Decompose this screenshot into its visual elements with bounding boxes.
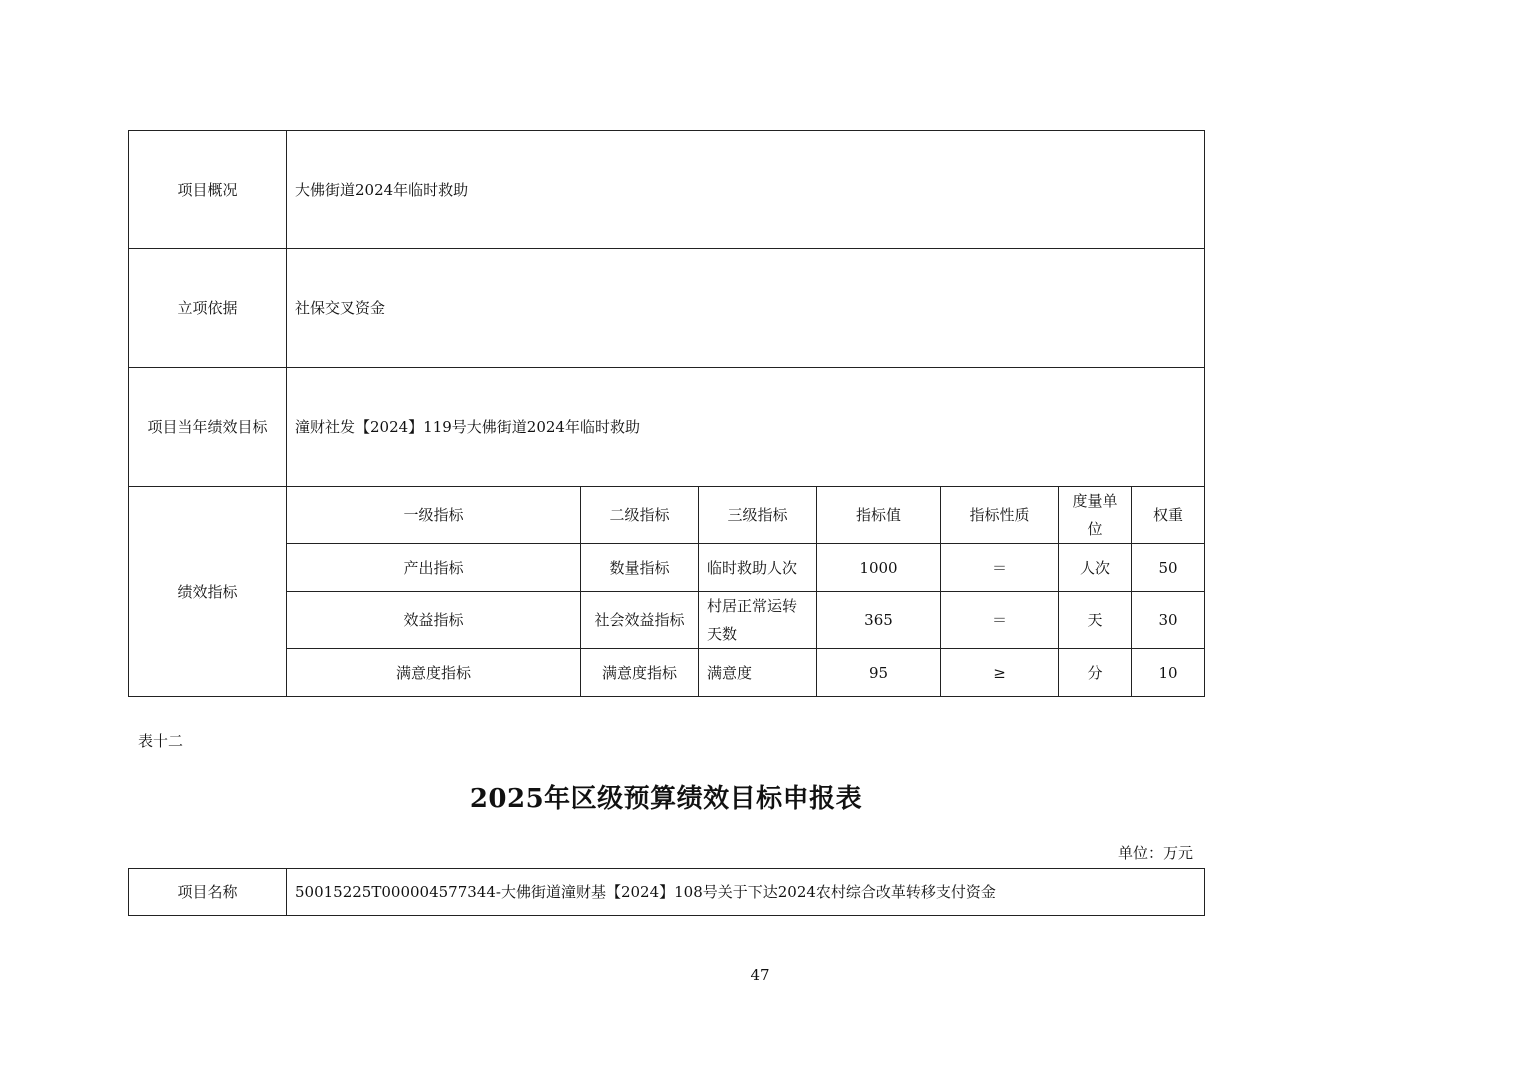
table-cell: 95 xyxy=(817,649,941,697)
performance-table xyxy=(128,130,1205,697)
table-cell: 数量指标 xyxy=(581,544,699,592)
table-cell: 临时救助人次 xyxy=(699,544,817,592)
indicators-label: 绩效指标 xyxy=(129,487,287,697)
table-cell: 满意度指标 xyxy=(581,649,699,697)
project-name-value: 50015225T000004577344-大佛街道潼财基【2024】108号关于下达2024农村综合改革转移支付资金 xyxy=(287,869,1205,916)
table-cell: 社会效益指标 xyxy=(581,592,699,649)
indicator-header-row xyxy=(129,487,1205,544)
table-cell: 效益指标 xyxy=(287,592,581,649)
table-cell: 50 xyxy=(1132,544,1205,592)
table-cell: 1000 xyxy=(817,544,941,592)
header-cell: 权重 xyxy=(1132,487,1205,544)
table-cell: 产出指标 xyxy=(287,544,581,592)
header-cell: 度量单位 xyxy=(1059,487,1132,544)
header-cell: 指标值 xyxy=(817,487,941,544)
table-cell: 10 xyxy=(1132,649,1205,697)
goal-value: 潼财社发【2024】119号大佛街道2024年临时救助 xyxy=(287,368,1205,487)
table-cell: ＝ xyxy=(941,544,1059,592)
overview-row xyxy=(129,131,1205,249)
table-cell: 人次 xyxy=(1059,544,1132,592)
header-cell: 二级指标 xyxy=(581,487,699,544)
table-cell: 365 xyxy=(817,592,941,649)
table-cell: 满意度 xyxy=(699,649,817,697)
overview-label: 项目概况 xyxy=(129,131,287,249)
table-row xyxy=(129,649,1205,697)
table-number: 表十二 xyxy=(138,732,184,750)
table-row xyxy=(129,544,1205,592)
project-name-row xyxy=(129,869,1205,916)
table-cell: ＝ xyxy=(941,592,1059,649)
basis-value: 社保交叉资金 xyxy=(287,249,1205,368)
header-cell: 三级指标 xyxy=(699,487,817,544)
page-number: 47 xyxy=(750,966,770,984)
table-cell: 30 xyxy=(1132,592,1205,649)
project-name-label: 项目名称 xyxy=(129,869,287,916)
project-name-table xyxy=(128,868,1205,916)
basis-label: 立项依据 xyxy=(129,249,287,368)
unit-label: 单位：万元 xyxy=(1117,844,1193,862)
table-cell: 分 xyxy=(1059,649,1132,697)
header-cell: 一级指标 xyxy=(287,487,581,544)
table-cell: ≥ xyxy=(941,649,1059,697)
page-title: 2025年区级预算绩效目标申报表 xyxy=(469,784,863,814)
table-cell: 满意度指标 xyxy=(287,649,581,697)
overview-value: 大佛街道2024年临时救助 xyxy=(287,131,1205,249)
table-cell: 天 xyxy=(1059,592,1132,649)
table-cell: 村居正常运转天数 xyxy=(699,592,817,649)
goal-label: 项目当年绩效目标 xyxy=(129,368,287,487)
goal-row xyxy=(129,368,1205,487)
basis-row xyxy=(129,249,1205,368)
table-row xyxy=(129,592,1205,649)
header-cell: 指标性质 xyxy=(941,487,1059,544)
